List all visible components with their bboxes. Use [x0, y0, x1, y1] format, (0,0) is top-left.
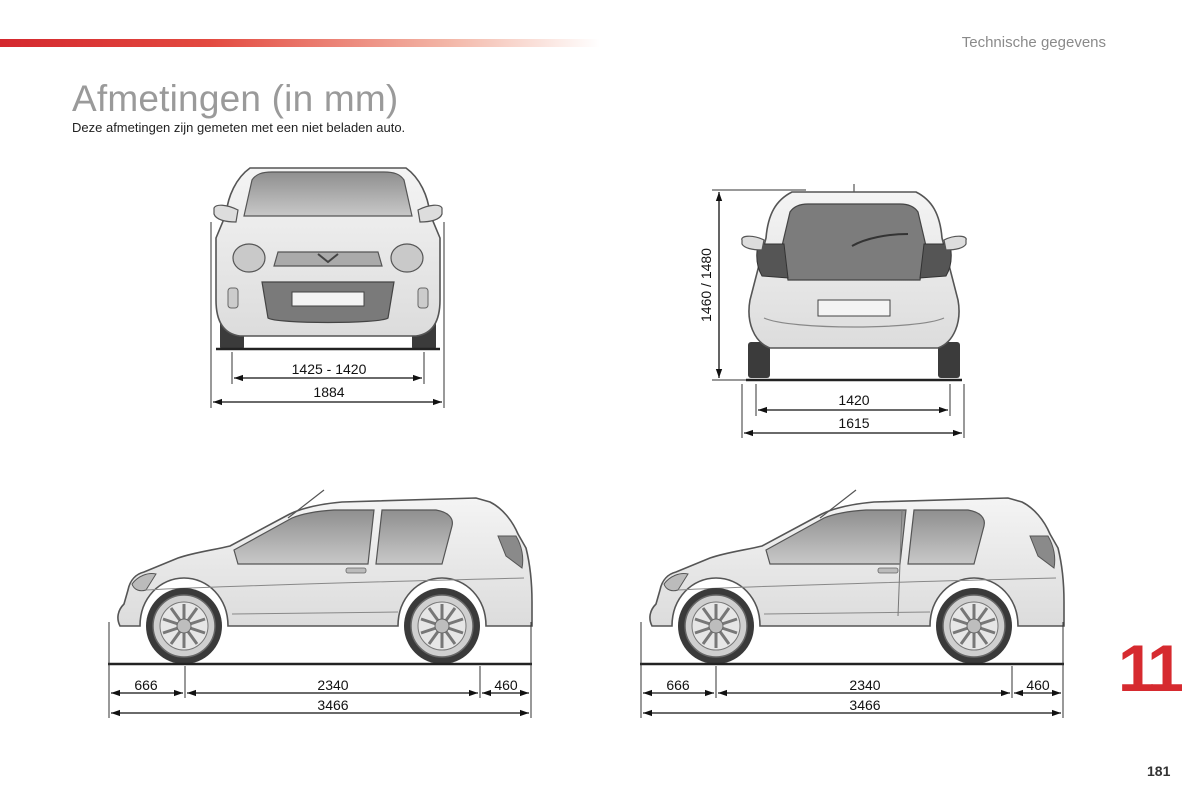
side-car-3door-illustration — [118, 490, 532, 664]
rear-height-label: 1460 / 1480 — [698, 248, 714, 322]
front-car-illustration — [214, 168, 442, 350]
rear-width-label: 1615 — [838, 415, 870, 431]
chapter-number: 11 — [1118, 631, 1180, 705]
front-view — [211, 168, 444, 408]
front-overhang-3door-label: 666 — [134, 677, 158, 693]
page-title: Afmetingen (in mm) — [72, 78, 399, 119]
rear-car-illustration — [742, 184, 966, 378]
length-3door-label: 3466 — [317, 697, 349, 713]
length-5door-label: 3466 — [849, 697, 881, 713]
rear-track-label: 1420 — [838, 392, 870, 408]
side-view-5door — [640, 490, 1064, 718]
rear-overhang-3door-label: 460 — [494, 677, 518, 693]
side-view-3door — [108, 490, 532, 718]
front-overhang-5door-label: 666 — [666, 677, 690, 693]
front-width-label: 1884 — [313, 384, 345, 400]
wheelbase-5door-label: 2340 — [849, 677, 881, 693]
side-car-5door-illustration — [650, 490, 1064, 664]
rear-overhang-5door-label: 460 — [1026, 677, 1050, 693]
front-track-label: 1425 - 1420 — [291, 361, 367, 377]
page-subtitle: Deze afmetingen zijn gemeten met een niet beladen auto. — [72, 120, 406, 135]
wheelbase-3door-label: 2340 — [317, 677, 349, 693]
page-number: 181 — [1147, 763, 1171, 779]
rear-view — [698, 184, 966, 438]
section-title: Technische gegevens — [961, 34, 1106, 51]
